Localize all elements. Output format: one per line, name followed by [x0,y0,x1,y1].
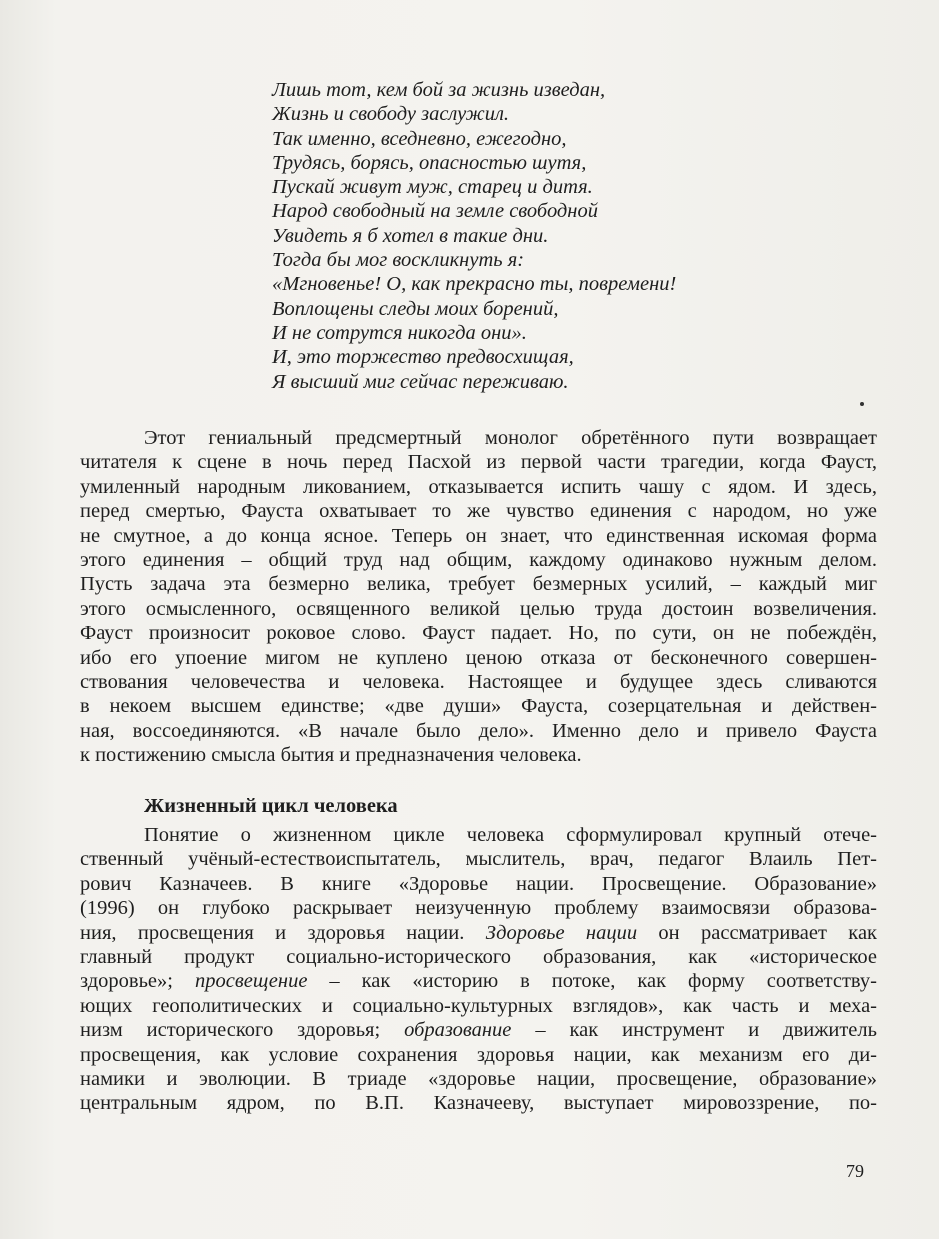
text-line: перед смертью, Фауста охватывает то же чувство единения с народом, но уже [80,500,877,523]
text-line: ствования человечества и человека. Настоящее и будущее здесь сливаются [80,670,877,693]
emphasis-term: образование [404,1019,512,1042]
section-heading: Жизненный цикл человека [144,795,398,817]
text-run: – как «историю в потоке, как форму соответству- [307,970,877,993]
text-run: ния, просвещения и здоровья нации. [80,921,486,944]
text-line: рович Казначеев. В книге «Здоровье нации. Просвещение. Образование» [80,872,877,895]
paragraph-faust-monologue [80,426,877,767]
poem-line: Жизнь и свободу заслужил. [272,103,510,126]
text-line: этого осмысленного, освященного великой целью труда достоин возвеличения. [80,597,877,620]
text-line: умиленный народным ликованием, отказывается испить чашу с ядом. И здесь, [80,475,877,498]
poem-line: Лишь тот, кем бой за жизнь изведан, [272,79,606,101]
emphasis-term: Здоровье нации [485,921,638,944]
poem-line: Увидеть я б хотел в такие дни. [272,224,549,247]
text-line: главный продукт социально-исторического образования, как «историческое [80,945,877,968]
text-line: читателя к сцене в ночь перед Пасхой из первой части трагедии, когда Фауст, [80,451,877,474]
poem-line: Я высший миг сейчас переживаю. [272,370,569,393]
text-line: ная, воссоединяются. «В начале было дело». Именно дело и привело Фауста [80,719,877,742]
text-line [80,921,877,945]
text-line: Этот гениальный предсмертный монолог обретённого пути возвращает [144,427,877,449]
text-line: (1996) он глубоко раскрывает неизученную проблему взаимосвязи образова- [80,897,877,920]
text-line: к постижению смысла бытия и предназначения человека. [80,744,582,767]
poem-stanza [272,78,676,394]
text-line: Фауст произносит роковое слово. Фауст падает. Но, по сути, он не побеждён, [80,622,877,645]
page-number: 79 [846,1161,864,1181]
text-run: он рассматривает как [637,921,877,944]
text-line: не смутное, а до конца ясное. Теперь он знает, что единственная искомая форма [80,524,877,547]
poem-line: И, это торжество предвосхищая, [272,346,574,369]
text-line: ственный учёный-естествоиспытатель, мыслитель, врач, педагог Влаиль Пет- [80,848,877,871]
poem-line: Тогда бы мог воскликнуть я: [272,249,525,272]
poem-line: Так именно, вседневно, ежегодно, [272,127,567,150]
text-line: в некоем высшем единстве; «две души» Фауста, созерцательная и действен- [80,695,877,718]
poem-line: Воплощены следы моих борений, [272,297,559,320]
poem-line: Трудясь, борясь, опасностью шутя, [272,151,587,174]
text-line: центральным ядром, по В.П. Казначееву, выступает мировоззрение, по- [80,1092,877,1115]
text-line [80,1018,877,1042]
paragraph-life-cycle [80,823,877,1116]
poem-line: Пускай живут муж, старец и дитя. [272,176,593,199]
text-line: ющих геополитических и социально-культурных взглядов», как часть и меха- [80,994,877,1017]
poem-line: И не сотрутся никогда они». [272,321,527,344]
poem-line: «Мгновенье! О, как прекрасно ты, повремени! [272,273,677,296]
text-line: ибо его упоение мигом не куплено ценою отказа от бесконечного совершен- [80,646,877,669]
text-line: просвещения, как условие сохранения здоровья нации, как механизм его ди- [80,1043,877,1066]
text-line: Пусть задача эта безмерно велика, требует безмерных усилий, – каждый миг [80,573,877,596]
print-speck [860,402,864,406]
text-line [80,969,877,993]
text-line: намики и эволюции. В триаде «здоровье нации, просвещение, образование» [80,1067,877,1090]
poem-line: Народ свободный на земле свободной [272,200,598,223]
emphasis-term: просвещение [194,970,308,993]
text-run: – как инструмент и движитель [511,1019,877,1042]
text-run: здоровье»; [80,970,195,993]
text-run: низм исторического здоровья; [80,1019,405,1042]
text-line: Понятие о жизненном цикле человека сформулировал крупный отече- [144,824,877,846]
text-line: этого единения – общий труд над общим, каждому одинаково нужным делом. [80,548,877,571]
